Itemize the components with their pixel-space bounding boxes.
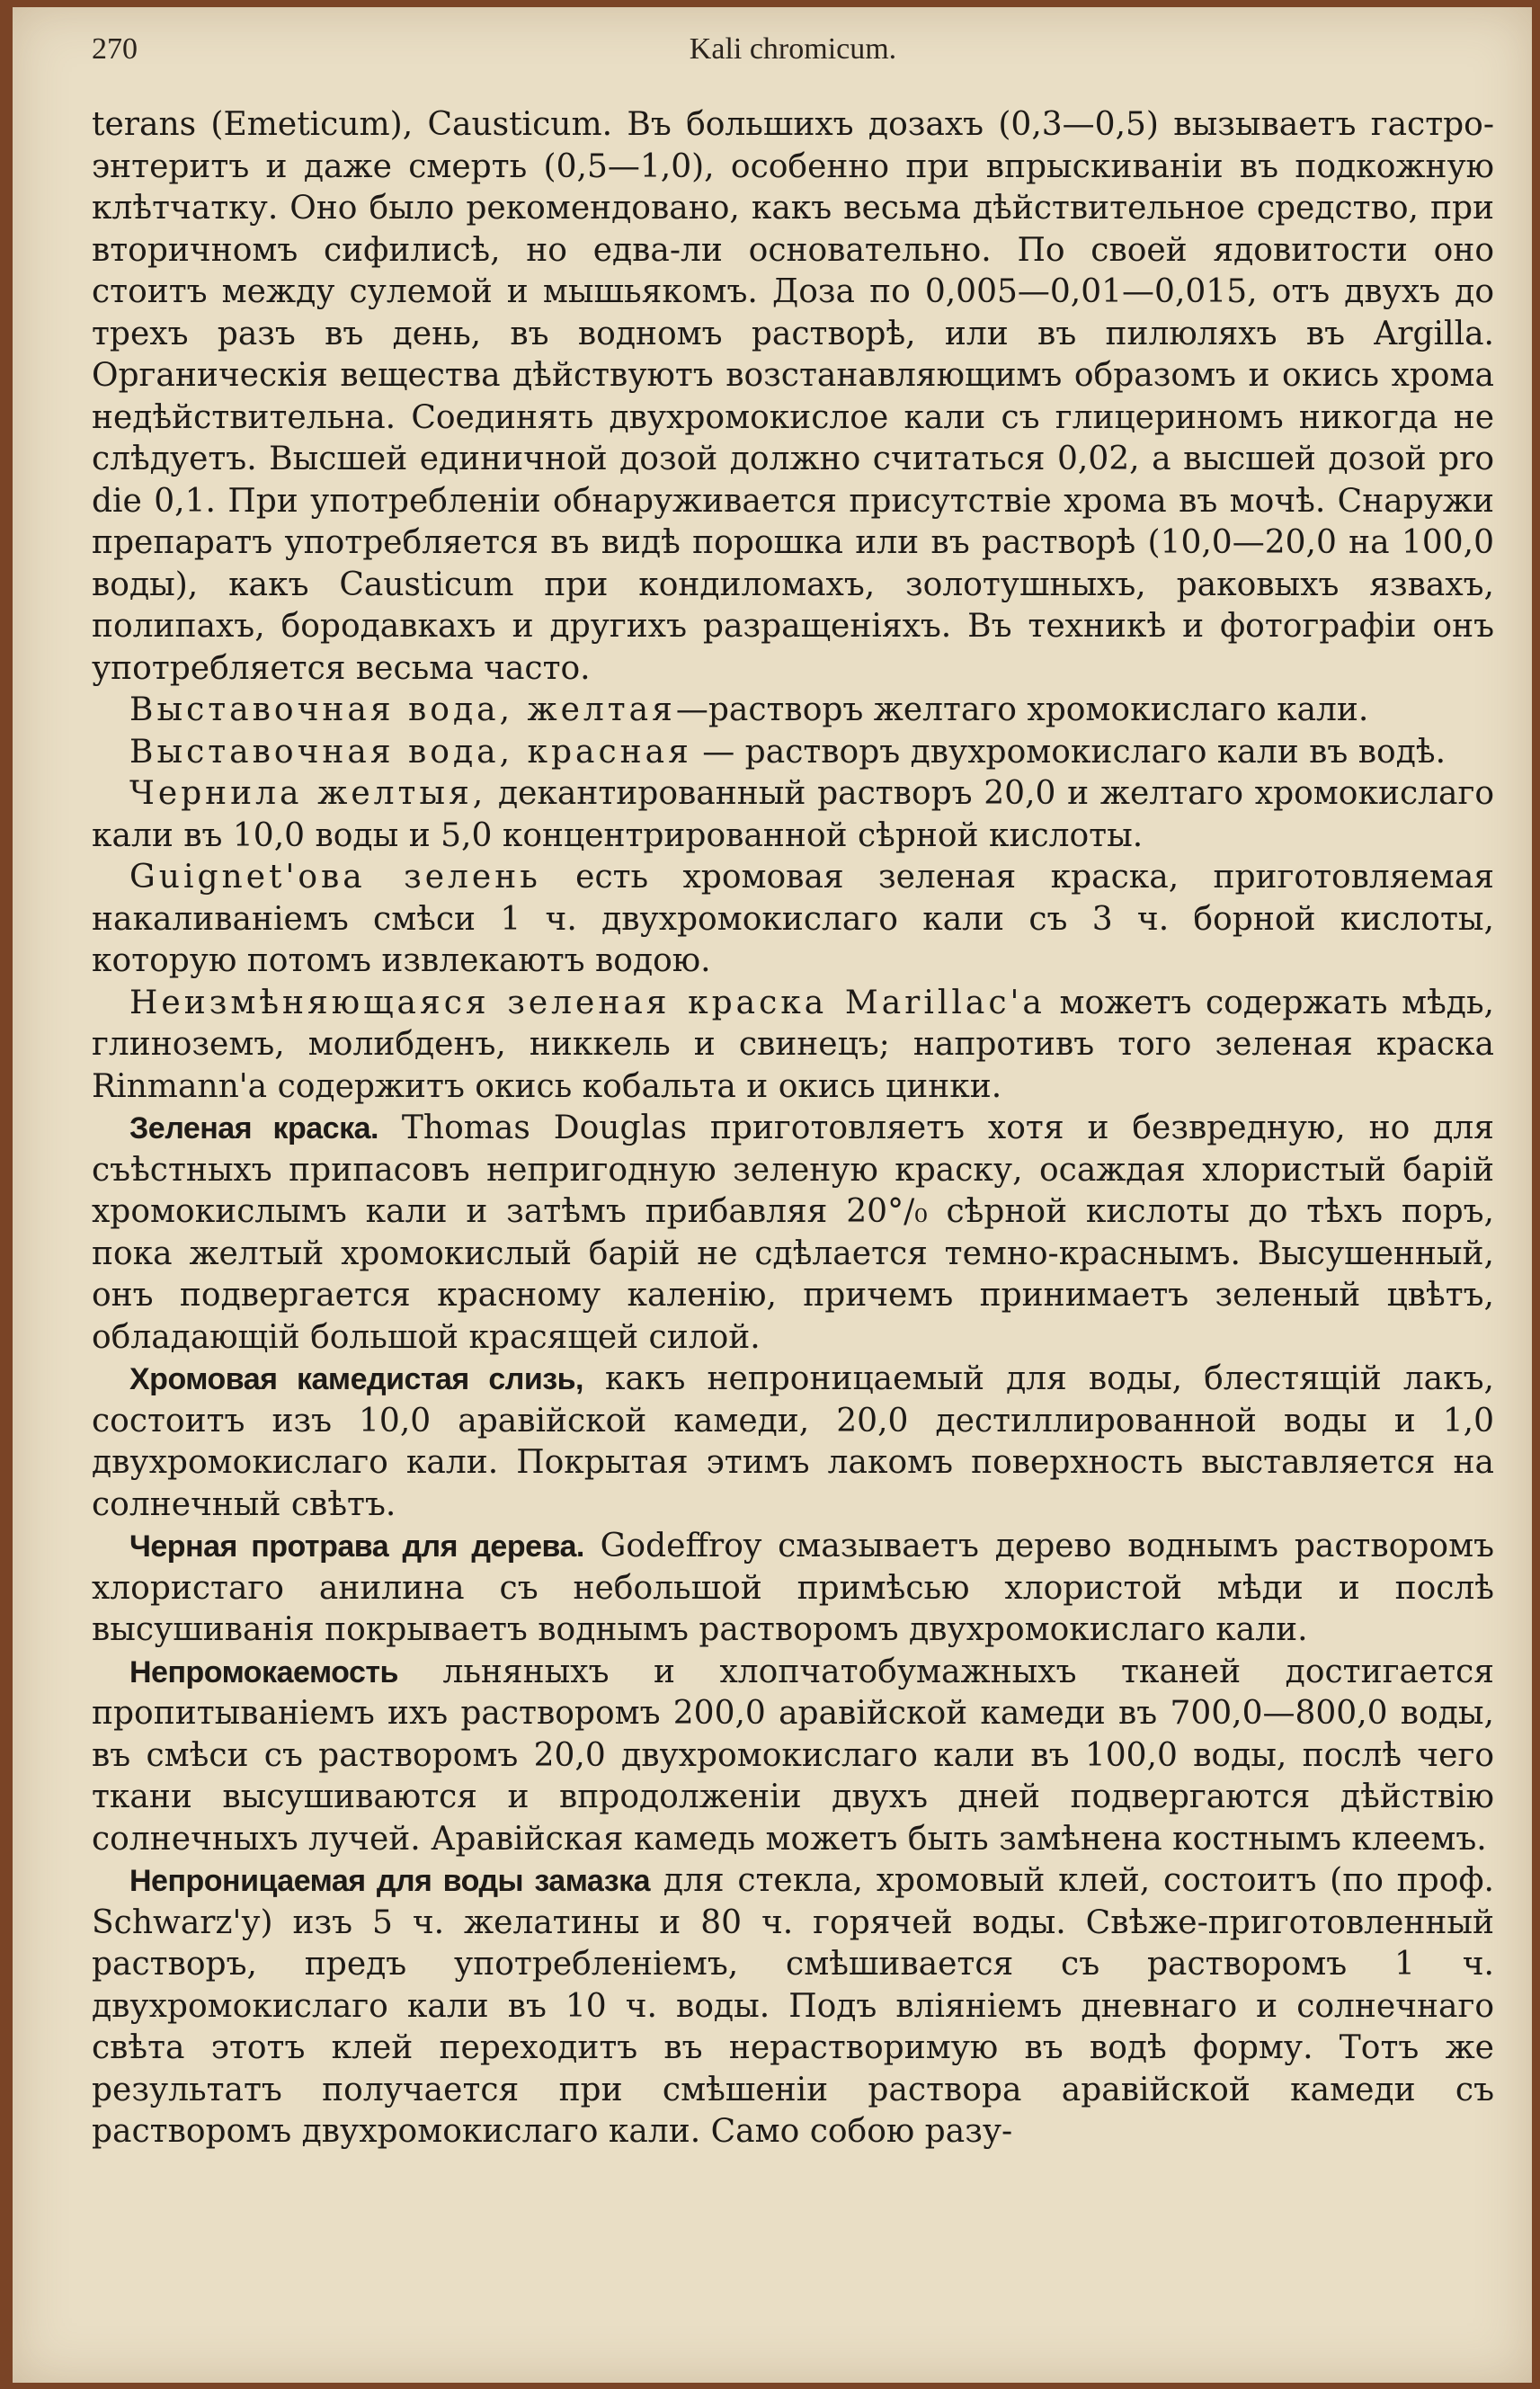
paragraph-text: декантированный растворъ 20,0 и желтаго хромокислаго кали въ 10,0 воды и 5,0 концентрированной сѣрной кислоты. (92, 775, 1495, 854)
paragraph-exhibition-water-red (92, 732, 1494, 774)
term-lead: Выставочная вода, желтая (129, 691, 676, 728)
term-lead: Guignet'ова зелень (129, 859, 541, 896)
bold-heading: Непромокаемость (129, 1654, 398, 1689)
running-title: Kali chromicum. (689, 32, 897, 66)
bold-heading: Непроницаемая для воды замазка (129, 1864, 651, 1898)
paragraph-yellow-ink (92, 773, 1494, 857)
term-lead: Выставочная вода, красная (129, 733, 692, 771)
paragraph-text: какъ непроницаемый для воды, блестящій лакъ, состоитъ изъ 10,0 аравійской камеди, 20,0 дестиллированной воды и 1,0 двухромокислаго кали. Покрытая этимъ лакомъ поверхность выставляется на солнечный свѣтъ. (92, 1360, 1494, 1523)
paragraph-text: можетъ содержать мѣдь, глиноземъ, молибденъ, никкель и свинецъ; напротивъ того зеленая краска Rinmann'а содержитъ окись кобальта и окись цинки. (92, 984, 1494, 1105)
paragraph-text: —растворъ желтаго хромокислаго кали. (675, 691, 1369, 728)
paragraph-waterproofing (92, 1652, 1494, 1861)
bold-heading: Зеленая краска. (129, 1111, 378, 1145)
paragraph-marillac-green (92, 983, 1494, 1109)
paragraph-text: Godeffroy смазываетъ дерево воднымъ растворомъ хлористаго анилина съ небольшой примѣсью хлористой мѣди и послѣ высушиванія покрываетъ воднымъ растворомъ двухромокислаго кали. (92, 1528, 1494, 1648)
paragraph-chrome-gum (92, 1359, 1494, 1526)
page-number: 270 (92, 32, 138, 66)
paragraph-text: — растворъ двухромокислаго кали въ водѣ. (691, 733, 1447, 771)
paragraph-green-paint (92, 1108, 1494, 1359)
paragraph-waterproof-putty (92, 1860, 1494, 2153)
paragraph-continued (92, 104, 1494, 690)
page-header (92, 25, 1494, 76)
term-lead: Неизмѣняющаяся зеленая краска Marillac'а (129, 984, 1046, 1021)
paragraph-text: льняныхъ и хлопчатобумажныхъ тканей достигается пропитываніемъ ихъ растворомъ 200,0 аравійской камеди въ 700,0—800,0 воды, въ смѣси съ растворомъ 20,0 двухромокислаго кали въ 100,0 воды, послѣ чего ткани высушиваются и впродолженіи двухъ дней подвергаются дѣйствію солнечныхъ лучей. Аравійская камедь можетъ быть замѣнена костнымъ клеемъ. (92, 1653, 1494, 1858)
paragraph-guignet-green (92, 857, 1494, 983)
bold-heading: Черная протрава для дерева. (129, 1529, 584, 1564)
paragraph-exhibition-water-yellow (92, 690, 1494, 732)
paragraph-text: Thomas Douglas приготовляетъ хотя и безвредную, но для съѣстныхъ припасовъ непригодную зеленую краску, осаждая хлористый барій хромокислымъ кали и затѣмъ прибавляя 20°/₀ сѣрной кислоты до тѣхъ поръ, пока желтый хромокислый барій не сдѣлается темно-краснымъ. Высушенный, онъ подвергается красному каленію, причемъ принимаетъ зеленый цвѣтъ, обладающій большой красящей силой. (92, 1110, 1494, 1356)
term-lead: Чернила желтыя, (129, 775, 487, 812)
paragraph-black-wood-stain (92, 1526, 1494, 1652)
bold-heading: Хромовая камедистая слизь, (129, 1362, 583, 1396)
book-page (13, 7, 1532, 2383)
paragraph-text: есть хромовая зеленая краска, приготовляемая накаливаніемъ смѣси 1 ч. двухромокислаго кали съ 3 ч. борной кислоты, которую потомъ извлекаютъ водою. (92, 859, 1494, 979)
paragraph-text: terans (Emeticum), Causticum. Въ большихъ дозахъ (0,3—0,5) вызываетъ гастро-энтеритъ и даже смерть (0,5—1,0), особенно при впрыскиваніи въ подкожную клѣтчатку. Оно было рекомендовано, какъ весьма дѣйствительное средство, при вторичномъ сифилисѣ, но едва-ли основательно. По своей ядовитости оно стоитъ между сулемой и мышьякомъ. Доза по 0,005—0,01—0,015, отъ двухъ до трехъ разъ въ день, въ водномъ растворѣ, или въ пилюляхъ въ Argilla. Органическія вещества дѣйствуютъ возстанавляющимъ образомъ и окись хрома недѣйствительна. Соединять двухромокислое кали съ глицериномъ никогда не слѣдуетъ. Высшей единичной дозой должно считаться 0,02, а высшей дозой pro die 0,1. При употребленіи обнаруживается присутствіе хрома въ мочѣ. Снаружи препаратъ употребляется въ видѣ порошка или въ растворѣ (10,0—20,0 на 100,0 воды), какъ Causticum при кондиломахъ, золотушныхъ, раковыхъ язвахъ, полипахъ, бородавкахъ и другихъ разращеніяхъ. Въ техникѣ и фотографіи онъ употребляется весьма часто. (92, 106, 1494, 687)
body-text (92, 104, 1494, 2153)
paragraph-text: для стекла, хромовый клей, состоитъ (по проф. Schwarz'у) изъ 5 ч. желатины и 80 ч. горячей воды. Свѣже-приготовленный растворъ, предъ употребленіемъ, смѣшивается съ растворомъ 1 ч. двухромокислаго кали въ 10 ч. воды. Подъ вліяніемъ дневнаго и солнечнаго свѣта этотъ клей переходитъ въ нерастворимую въ водѣ форму. Тотъ же результатъ получается при смѣшеніи раствора аравійской камеди съ растворомъ двухромокислаго кали. Само собою разу- (92, 1862, 1494, 2150)
